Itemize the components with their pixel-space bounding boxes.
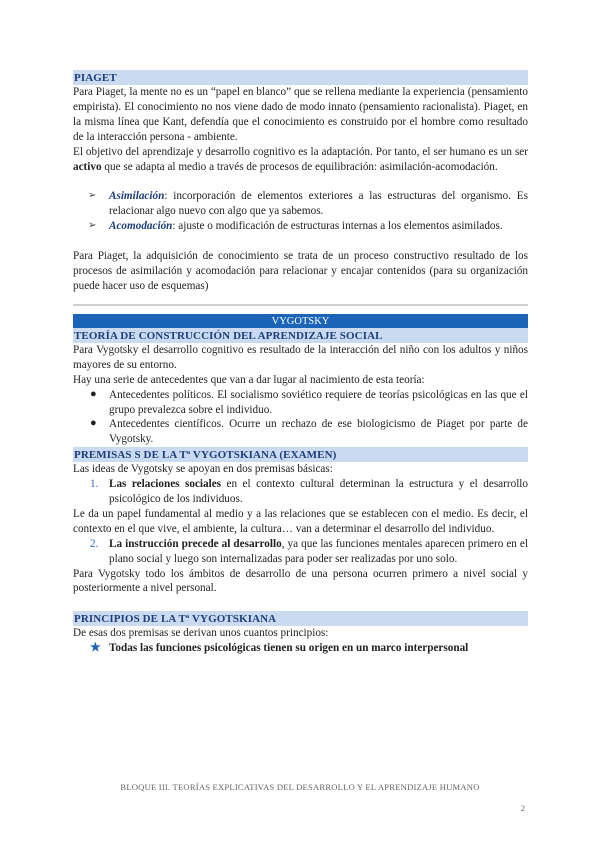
premisas-explanation: Le da un papel fundamental al medio y a las relaciones que se establecen con el medio. Es decir, el contexto en el que vive, el ambiente, la cultura… van a determinar el desarrollo del individuo.	[73, 507, 528, 535]
arrow-bullet-icon: ➢	[88, 220, 97, 232]
section-heading-piaget: PIAGET	[73, 70, 528, 85]
piaget-paragraph-1: Para Piaget, la mente no es un “papel en blanco” que se rellena mediante la experiencia (pensamiento empirista). El conocimiento no nos viene dado de modo innato (pensamiento racionalista). Piaget, en la misma línea que Kant, defendía que el conocimiento es construido por el hombre como resultado de la interacción persona - ambiente.	[73, 86, 528, 143]
item-text: Antecedentes científicos. Ocurre un rechazo de ese biologicismo de Piaget por parte de Vygotsky.	[109, 418, 528, 446]
premisas-closing: Para Vygotsky todo los ámbitos de desarrollo de una persona ocurren primero a nivel social y posteriormente a nivel personal.	[73, 567, 528, 595]
vygotsky-paragraph-2: Hay una serie de antecedentes que van a dar lugar al nacimiento de esta teoría:	[73, 373, 425, 386]
principle-text: Todas las funciones psicológicas tienen su origen en un marco interpersonal	[109, 642, 469, 655]
list-item-antecedentes-cientificos	[73, 417, 528, 447]
premisas-intro: Las ideas de Vygotsky se apoyan en dos premisas básicas:	[73, 463, 333, 476]
list-item-acomodacion	[73, 219, 528, 234]
section-heading-premisas: PREMISAS S DE LA Tª VYGOTSKIANA (EXAMEN)	[73, 447, 528, 462]
vygotsky-paragraph-1: Para Vygotsky el desarrollo cognitivo es resultado de la interacción del niño con los adultos y niños mayores de su entorno.	[73, 343, 528, 371]
section-heading-principios: PRINCIPIOS DE LA Tª VYGOTSKIANA	[73, 611, 528, 626]
premise-bold: Las relaciones sociales	[109, 478, 222, 491]
list-number: 2.	[90, 537, 99, 550]
premise-item-1	[73, 477, 528, 507]
section-band-vygotsky: VYGOTSKY	[73, 314, 528, 328]
bullet-icon: ●	[90, 417, 97, 430]
list-item-asimilacion	[73, 189, 528, 219]
page-body	[73, 70, 528, 656]
premise-text: , ya que las funciones mentales aparecen primero en el plano social y luego son internalizadas para poder ser realizadas por uno solo.	[109, 537, 529, 565]
star-icon: ★	[90, 640, 101, 655]
premise-bold: La instrucción precede al desarrollo	[109, 537, 282, 550]
section-heading-teoria: TEORÍA DE CONSTRUCCIÓN DEL APRENDIZAJE SOCIAL	[73, 328, 528, 343]
piaget-paragraph-2	[73, 145, 528, 175]
arrow-bullet-icon: ➢	[88, 190, 97, 202]
item-text: Antecedentes políticos. El socialismo soviético requiere de teorías psicológicas en las que el grupo prevalezca sobre el individuo.	[109, 388, 528, 416]
text-run: que se adapta al medio a través de procesos de equilibración: asimilación-acomodación.	[101, 160, 498, 173]
list-item-antecedentes-politicos	[73, 388, 528, 418]
term-acomodacion: Acomodación	[109, 220, 173, 233]
item-text: : ajuste o modificación de estructuras internas a los elementos asimilados.	[172, 220, 503, 233]
item-text: : incorporación de elementos exteriores a las estructuras del organismo. Es relacionar algo nuevo con algo que ya sabemos.	[109, 190, 528, 218]
page-number: 2	[520, 803, 525, 813]
premise-item-2	[73, 537, 528, 567]
term-asimilacion: Asimilación	[109, 190, 165, 203]
text-run: El objetivo del aprendizaje y desarrollo cognitivo es la adaptación. Por tanto, el ser humano es un ser	[73, 145, 528, 158]
piaget-paragraph-3: Para Piaget, la adquisición de conocimiento se trata de un proceso constructivo resultado de los procesos de asimilación y acomodación para relacionar y encajar contenidos (para su organización puede hacer uso de esquemas)	[73, 250, 528, 292]
page-footer: BLOQUE III. TEORÍAS EXPLICATIVAS DEL DESARROLLO Y EL APRENDIZAJE HUMANO	[120, 782, 480, 792]
premise-text: en el contexto cultural determinan la estructura y el desarrollo psicológico de los individuos.	[109, 478, 529, 506]
list-number: 1.	[90, 478, 99, 491]
divider	[73, 304, 528, 306]
bold-term: activo	[73, 160, 102, 173]
bullet-icon: ●	[90, 387, 97, 400]
principle-item-1	[73, 641, 528, 656]
principios-intro: De esas dos premisas se derivan unos cuantos principios:	[73, 627, 329, 640]
